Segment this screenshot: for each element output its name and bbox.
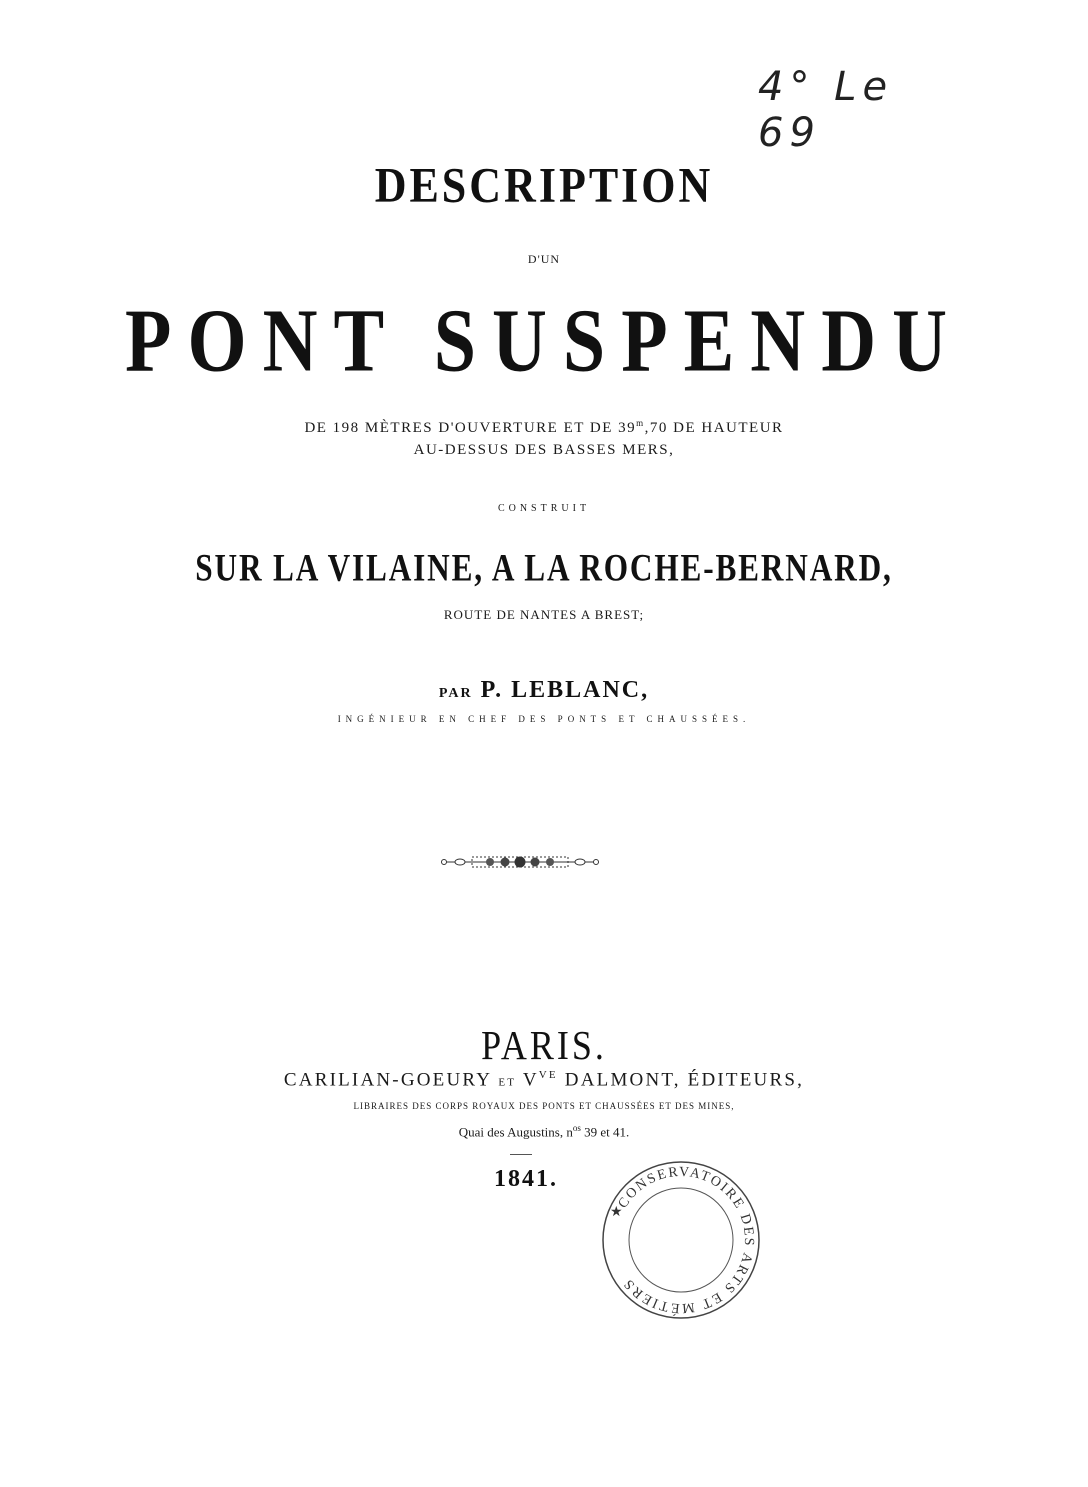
- divider-rule: [510, 1154, 532, 1155]
- publisher-b: DALMONT, ÉDITEURS,: [564, 1069, 805, 1091]
- subtitle-location: SUR LA VILAINE, A LA ROCHE-BERNARD,: [195, 547, 893, 590]
- address-prefix: Quai des Augustins, n: [458, 1124, 573, 1140]
- svg-text:★: ★: [610, 1204, 623, 1220]
- subtitle-route: ROUTE DE NANTES A BREST;: [443, 607, 645, 622]
- title-description: DESCRIPTION: [374, 158, 714, 213]
- subtitle-basses-mers: AU-DESSUS DES BASSES MERS,: [413, 442, 675, 458]
- subtitle-dimensions: [0, 418, 1088, 437]
- ornament-divider-icon: [440, 852, 600, 872]
- title-pont-suspendu: PONT SUSPENDU: [125, 291, 963, 391]
- imprint-publishers: [0, 1069, 1088, 1091]
- publisher-b-sup: VE: [538, 1069, 558, 1081]
- library-stamp-icon: [596, 1150, 766, 1330]
- subtitle-dimensions-prefix: DE 198 MÈTRES D'OUVERTURE ET DE 39: [304, 420, 637, 436]
- imprint-booksellers: LIBRAIRES DES CORPS ROYAUX DES PONTS ET CHAUSSÉES ET DES MINES,: [353, 1101, 735, 1111]
- address-sup: os: [572, 1123, 581, 1133]
- author-line: [0, 677, 1088, 704]
- imprint-address: [0, 1123, 1088, 1140]
- address-suffix: 39 et 41.: [580, 1124, 630, 1140]
- subtitle-dimensions-unit: m: [636, 418, 645, 428]
- title-dun: D'UN: [527, 252, 561, 266]
- imprint-year: 1841.: [494, 1166, 558, 1192]
- subtitle-dimensions-suffix: ,70 DE HAUTEUR: [644, 420, 784, 436]
- publisher-b-prefix: V: [522, 1069, 539, 1091]
- svg-text:CONSERVATOIRE DES ARTS ET MÉTI: [616, 1165, 757, 1317]
- imprint-city: PARIS.: [481, 1022, 607, 1068]
- subtitle-construit: CONSTRUIT: [497, 503, 591, 514]
- author-title: INGÉNIEUR EN CHEF DES PONTS ET CHAUSSÉES.: [337, 714, 751, 724]
- stamp-text: CONSERVATOIRE DES ARTS ET MÉTIERS: [615, 1164, 757, 1316]
- author-name: P. LEBLANC,: [480, 677, 650, 703]
- author-par: PAR: [438, 686, 473, 701]
- publisher-et: ET: [498, 1076, 517, 1089]
- handwritten-shelfmark: 4° Le 69: [758, 64, 894, 156]
- publisher-a: CARILIAN-GOEURY: [283, 1069, 492, 1091]
